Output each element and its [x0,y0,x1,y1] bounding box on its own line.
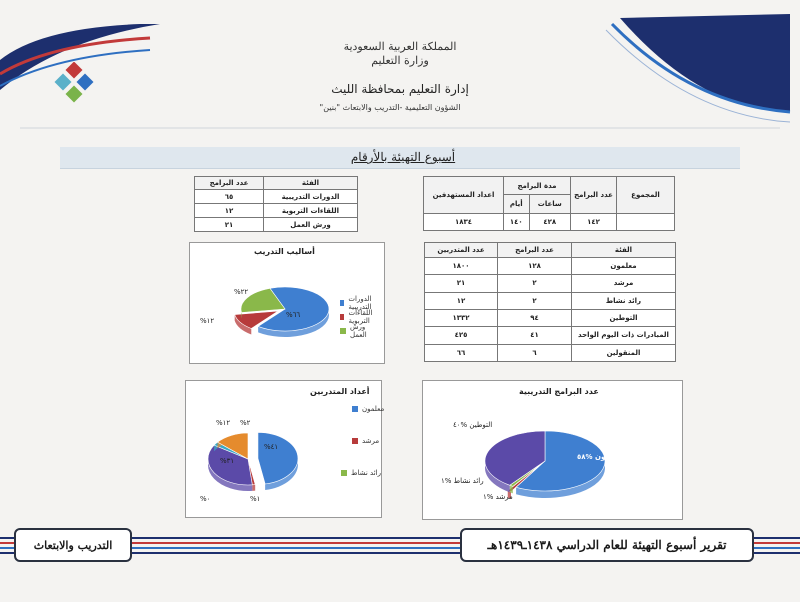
header-decoration [0,0,800,140]
table-row [425,275,676,292]
trainees-cell-category: المنقولين [572,344,676,361]
legend-swatch [340,300,344,306]
legend-swatch [352,406,358,412]
trainees-col-category: الفئة [572,243,676,258]
data-label: %٢٢ [234,288,249,296]
programs-pie-chart [423,381,684,521]
trainees-cell-programs: ١٢٨ [498,258,572,275]
data-label: %١٢ [216,419,231,427]
summary-total-cell [617,213,675,230]
data-label: %١٢ [200,317,215,325]
methods-cell-programs: ٦٥ [195,190,264,204]
data-label: %١ [250,495,261,503]
summary-hours-value: ٤٢٨ [529,213,570,230]
report-title-box [460,528,754,562]
data-label: %٢ [240,419,251,427]
legend-item [352,405,384,413]
department-title: إدارة التعليم بمحافظة الليث [331,82,469,96]
table-row [425,327,676,344]
trainees-cell-category: المبادرات ذات اليوم الواحد [572,327,676,344]
ministry-line-2: وزارة التعليم [371,54,429,67]
table-row [425,309,676,326]
trainees-cell-category: معلمون [572,258,676,275]
data-label: معلمون %٥٨ [577,453,622,461]
trainees-cell-trainees: ١٢ [425,292,498,309]
legend-label: ورش العمل [349,323,367,339]
programs-chart-title: عدد البرامج التدريبية [519,387,599,396]
legend-swatch [340,314,344,320]
programs-chart-panel [422,380,683,520]
trainees-cell-programs: ٢ [498,292,572,309]
trainees-cell-programs: ٤١ [498,327,572,344]
methods-cell-category: الدورات التدريبية [264,190,358,204]
trainees-cell-trainees: ١٣٣٢ [425,309,498,326]
methods-cell-category: ورش العمل [264,218,358,232]
summary-programs-value: ١٤٢ [571,213,617,230]
summary-days-value: ١٤٠ [504,213,530,230]
summary-total-label: المجموع [617,177,675,214]
ministry-line-1: المملكة العربية السعودية [343,40,457,53]
methods-cell-programs: ١٢ [195,204,264,218]
table-row [425,258,676,275]
summary-beneficiaries-value: ١٨٣٤ [424,213,504,230]
summary-days-label: أيام [504,195,530,213]
section-label: التدريب والابتعاث [33,538,113,552]
data-label: التوطين %٤٠ [453,421,493,429]
trainees-chart-title: أعداد المتدربين [310,387,370,396]
trainees-cell-trainees: ٤٢٥ [425,327,498,344]
methods-table [194,176,358,232]
data-label: %٠ [200,495,211,503]
legend-label: مرشد [362,437,380,445]
legend-label: رائد نشاط [351,469,381,477]
methods-chart-panel [189,242,385,364]
report-title: تقرير أسبوع التهيئة للعام الدراسي ١٤٣٨ـ١٤٣٩هـ [487,538,727,552]
table-row [195,218,358,232]
department-subtitle: الشؤون التعليمية -التدريب والابتعاث "بنين" [319,103,461,112]
trainees-col-programs: عدد البرامج [498,243,572,258]
trainees-pie-chart [186,381,383,519]
methods-cell-category: اللقاءات التربوية [264,204,358,218]
methods-chart-title: أساليب التدريب [254,247,315,256]
trainees-col-trainees: عدد المتدربين [425,243,498,258]
section-label-box [14,528,132,562]
table-row [425,292,676,309]
trainees-cell-category: رائد نشاط [572,292,676,309]
trainees-cell-category: مرشد [572,275,676,292]
data-label: رائد نشاط %١ [441,477,484,485]
legend-item [340,323,384,339]
summary-table [423,176,675,231]
trainees-cell-trainees: ٦٦ [425,344,498,361]
methods-col-programs: عدد البرامج [195,177,264,190]
legend-swatch [340,328,346,334]
summary-hours-label: ساعات [529,195,570,213]
legend-label: اللقاءات التربوية [348,309,373,325]
summary-duration-label: مدة البرامج [504,177,571,195]
methods-col-category: الفئة [264,177,358,190]
trainees-cell-trainees: ٢١ [425,275,498,292]
legend-label: الدورات التدريبية [348,295,372,311]
summary-programs-label: عدد البرامج [571,177,617,214]
legend-label: معلمون [362,405,385,413]
trainees-cell-programs: ٦ [498,344,572,361]
trainees-cell-programs: ٩٤ [498,309,572,326]
table-row [195,190,358,204]
legend-swatch [352,438,358,444]
legend-item [352,437,379,445]
data-label: %٦٦ [286,311,301,319]
trainees-table [424,242,676,362]
data-label: %٣١ [220,457,235,465]
table-row [195,204,358,218]
methods-cell-programs: ٢١ [195,218,264,232]
logo-diamonds-icon [52,62,98,110]
summary-beneficiaries-label: اعداد المستهدفين [424,177,504,214]
trainees-cell-programs: ٢ [498,275,572,292]
trainees-chart-panel [185,380,385,518]
trainees-cell-category: التوطين [572,309,676,326]
ministry-name [330,40,470,68]
table-row [425,344,676,361]
pie-slice-side [252,485,255,491]
data-label: %٤١ [264,443,279,451]
legend-item [341,469,381,477]
data-label: مرشد %١ [483,493,513,501]
legend-swatch [341,470,347,476]
section-banner-title: أسبوع التهيئة بالأرقام [350,150,456,164]
trainees-cell-trainees: ١٨٠٠ [425,258,498,275]
